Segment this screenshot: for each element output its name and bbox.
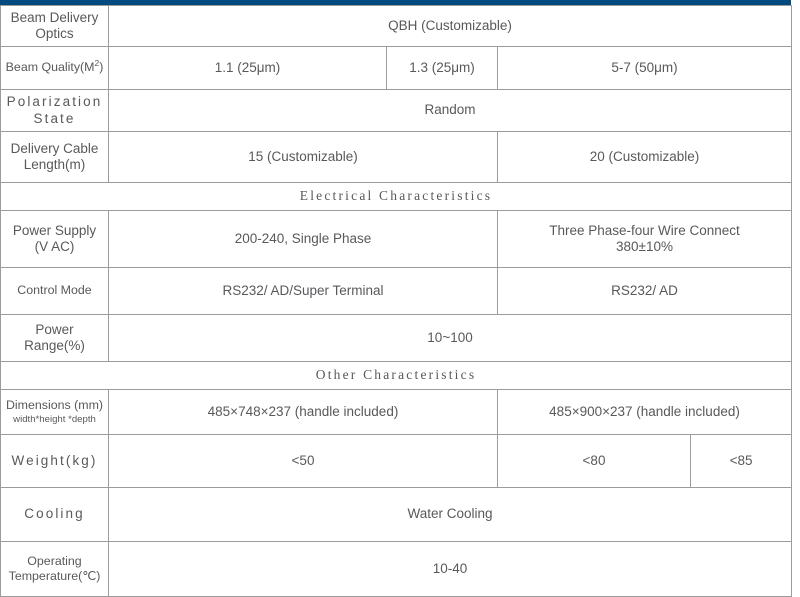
label-line-2: State: [33, 110, 76, 126]
label-sub-axes: width*height *depth: [13, 414, 96, 426]
table-row: [1, 211, 792, 268]
table-row: [1, 132, 792, 183]
row-label-power-range: [1, 315, 109, 362]
label-line-2: Range(%): [24, 338, 85, 353]
cell-control-mode-value-1: RS232/ AD/Super Terminal: [109, 268, 498, 315]
label-line-1: Dimensions (mm): [5, 397, 104, 412]
superscript-two: 2: [94, 58, 100, 69]
cell-beam-quality-value-3: 5-7 (50μm): [498, 47, 792, 90]
row-label-operating-temperature: [1, 542, 109, 597]
table-row: [1, 542, 792, 597]
cell-weight-value-2: <80: [498, 435, 691, 488]
row-label-beam-delivery-optics: [1, 6, 109, 47]
value-line-2: 380±10%: [616, 239, 673, 254]
cell-power-supply-value-2: [498, 211, 792, 268]
table-row: [1, 268, 792, 315]
cell-polarization-state-value: Random: [109, 90, 792, 132]
table-row: [1, 390, 792, 435]
cell-weight-value-3: <85: [691, 435, 792, 488]
section-header-other-characteristics: Other Characteristics: [1, 362, 792, 390]
cell-beam-quality-value-1: 1.1 (25μm): [109, 47, 387, 90]
row-label-delivery-cable-length: [1, 132, 109, 183]
row-label-beam-quality: [1, 47, 109, 90]
cell-power-supply-value-1: 200-240, Single Phase: [109, 211, 498, 268]
cell-delivery-cable-value-2: 20 (Customizable): [498, 132, 792, 183]
cell-cooling-value: Water Cooling: [109, 488, 792, 542]
row-label-weight: Weight(kg): [1, 435, 109, 488]
label-line-2: (V AC): [34, 239, 75, 254]
label-line-1: Power: [35, 321, 74, 337]
table-row: [1, 435, 792, 488]
cell-weight-value-1: <50: [109, 435, 498, 488]
row-label-polarization-state: [1, 90, 109, 132]
cell-control-mode-value-2: RS232/ AD: [498, 268, 792, 315]
table-row: [1, 315, 792, 362]
label-line-2: Temperature(℃): [8, 569, 101, 583]
section-header-row: [1, 362, 792, 390]
cell-beam-delivery-optics-value: QBH (Customizable): [109, 6, 792, 47]
section-header-row: [1, 183, 792, 211]
label-line-1: Power Supply: [12, 222, 97, 238]
cell-operating-temperature-value: 10-40: [109, 542, 792, 597]
label-text-prefix: Beam Quality(M: [5, 60, 95, 75]
specification-table: [0, 5, 792, 597]
table-row: [1, 90, 792, 132]
row-label-dimensions: [1, 390, 109, 435]
row-label-cooling: Cooling: [1, 488, 109, 542]
table-row: [1, 47, 792, 90]
label-line-2: Length(m): [23, 157, 86, 172]
cell-delivery-cable-value-1: 15 (Customizable): [109, 132, 498, 183]
table-row: [1, 6, 792, 47]
section-header-electrical-characteristics: Electrical Characteristics: [1, 183, 792, 211]
label-line-2: Optics: [35, 26, 74, 41]
label-line-1: Delivery Cable: [10, 140, 99, 156]
cell-beam-quality-value-2: 1.3 (25μm): [387, 47, 498, 90]
cell-dimensions-value-1: 485×748×237 (handle included): [109, 390, 498, 435]
value-line-1: Three Phase-four Wire Connect: [549, 222, 740, 238]
label-text-suffix: ): [99, 60, 104, 75]
label-line-1: Operating: [27, 553, 82, 568]
label-line-1: Polarization: [6, 94, 103, 110]
cell-power-range-value: 10~100: [109, 315, 792, 362]
row-label-control-mode: Control Mode: [1, 268, 109, 315]
label-line-1: Beam Delivery: [10, 9, 99, 25]
row-label-power-supply: [1, 211, 109, 268]
table-row: [1, 488, 792, 542]
cell-dimensions-value-2: 485×900×237 (handle included): [498, 390, 792, 435]
